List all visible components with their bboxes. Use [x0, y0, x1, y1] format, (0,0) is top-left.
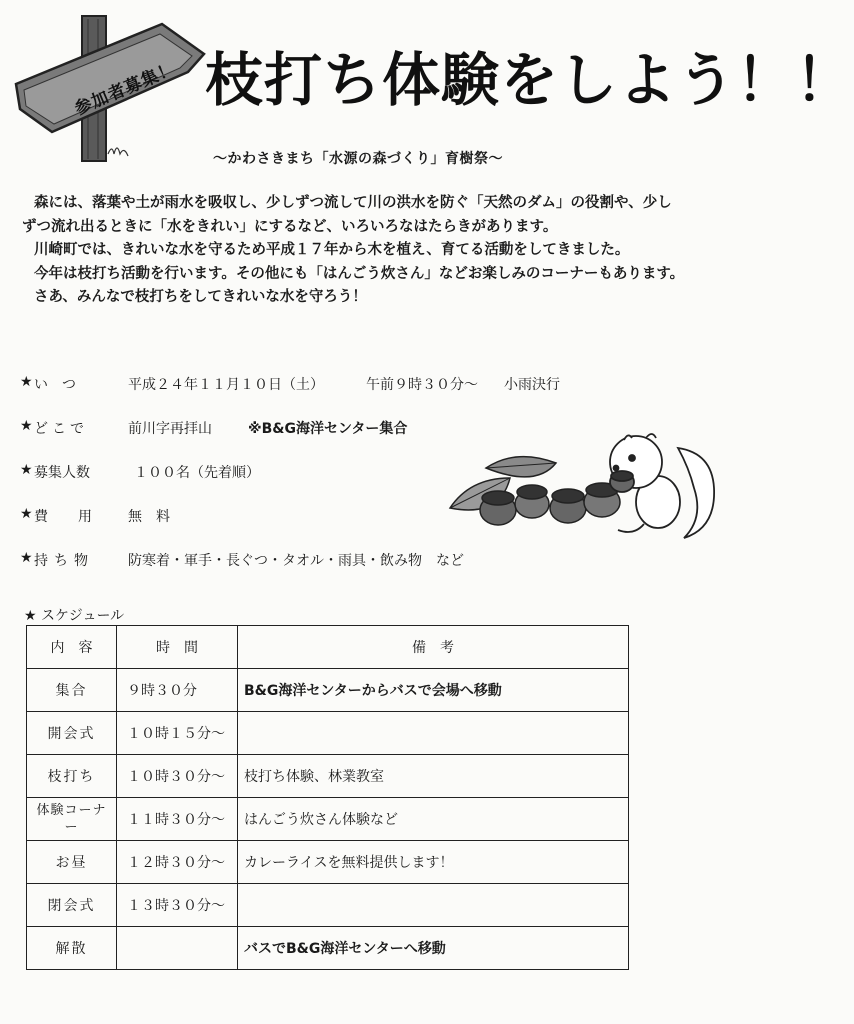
bring-items: 防寒着・軍手・長ぐつ・タオル・雨具・飲み物 など [128, 553, 464, 569]
schedule-time: １３時３０分～ [117, 884, 238, 927]
detail-when [20, 374, 640, 418]
schedule-item: 閉会式 [27, 884, 117, 927]
fee-value: 無料 [128, 509, 184, 525]
intro-paragraph [22, 192, 712, 310]
detail-label: 募集人数 [34, 465, 90, 481]
table-row [27, 927, 629, 970]
schedule-note: カレーライスを無料提供します！ [238, 841, 629, 884]
schedule-time: １０時１５分～ [117, 712, 238, 755]
intro-line: ずつ流れ出るときに「水をきれい」にするなど、いろいろなはたらきがあります。 [22, 218, 558, 235]
table-row [27, 669, 629, 712]
schedule-note: バスでB&G海洋センターへ移動 [238, 927, 629, 970]
detail-label: 費用 [34, 509, 122, 525]
meeting-point: ※B&G海洋センター集合 [248, 421, 408, 437]
schedule-table [26, 625, 629, 970]
table-row [27, 884, 629, 927]
schedule-heading: ★ スケジュール [24, 608, 125, 624]
signboard [12, 14, 212, 164]
event-time: 午前９時３０分～ [366, 377, 478, 393]
star-icon: ★ [20, 506, 33, 522]
schedule-note [238, 884, 629, 927]
star-icon: ★ [20, 374, 33, 390]
star-icon: ★ [20, 550, 33, 566]
table-row [27, 712, 629, 755]
schedule-note: B&G海洋センターからバスで会場へ移動 [238, 669, 629, 712]
column-header: 内 容 [27, 626, 117, 669]
schedule-header-row [27, 626, 629, 669]
event-date: 平成２４年１１月１０日（土） [128, 377, 324, 393]
schedule-item: 解散 [27, 927, 117, 970]
detail-label: 持ち物 [34, 553, 94, 569]
detail-bring [20, 550, 640, 594]
table-row [27, 841, 629, 884]
star-icon: ★ [20, 418, 33, 434]
schedule-note: はんごう炊さん体験など [238, 798, 629, 841]
schedule-time: １１時３０分～ [117, 798, 238, 841]
weather-note: 小雨決行 [504, 377, 560, 393]
schedule-note [238, 712, 629, 755]
intro-line: さあ、みんなで枝打ちをしてきれいな水を守ろう！ [34, 289, 367, 305]
chipmunk-with-acorns-illustration [446, 428, 718, 548]
table-row [27, 798, 629, 841]
detail-label: どこで [34, 421, 88, 437]
intro-line: 今年は枝打ち活動を行います。その他にも「はんごう炊さん」などお楽しみのコーナーもあります。 [34, 265, 685, 282]
schedule-time: ９時３０分 [117, 669, 238, 712]
schedule-item: 体験コーナー [27, 798, 117, 841]
schedule-time: １０時３０分～ [117, 755, 238, 798]
table-row [27, 755, 629, 798]
schedule-time: １２時３０分～ [117, 841, 238, 884]
page-title: 枝打ち体験をしよう！！ [205, 46, 854, 114]
capacity-value: １００名（先着順） [134, 465, 260, 481]
event-place: 前川字再拝山 [128, 421, 212, 437]
sign-label: 参加者募集！ [71, 58, 180, 120]
intro-line: 森には、落葉や土が雨水を吸収し、少しずつ流して川の洪水を防ぐ「天然のダム」の役割や、少し [34, 195, 672, 211]
chipmunk-icon [446, 428, 718, 548]
schedule-item: 集合 [27, 669, 117, 712]
schedule-item: 枝打ち [27, 755, 117, 798]
schedule-time [117, 927, 238, 970]
schedule-item: 開会式 [27, 712, 117, 755]
star-icon: ★ [20, 462, 33, 478]
schedule-note: 枝打ち体験、林業教室 [238, 755, 629, 798]
column-header: 時 間 [117, 626, 238, 669]
detail-label: いつ [34, 377, 90, 393]
schedule-item: お昼 [27, 841, 117, 884]
intro-line: 川崎町では、きれいな水を守るため平成１７年から木を植え、育てる活動をしてきました。 [34, 242, 630, 258]
column-header: 備 考 [238, 626, 629, 669]
page-subtitle: ～かわさきまち「水源の森づくり」育樹祭～ [213, 151, 503, 167]
